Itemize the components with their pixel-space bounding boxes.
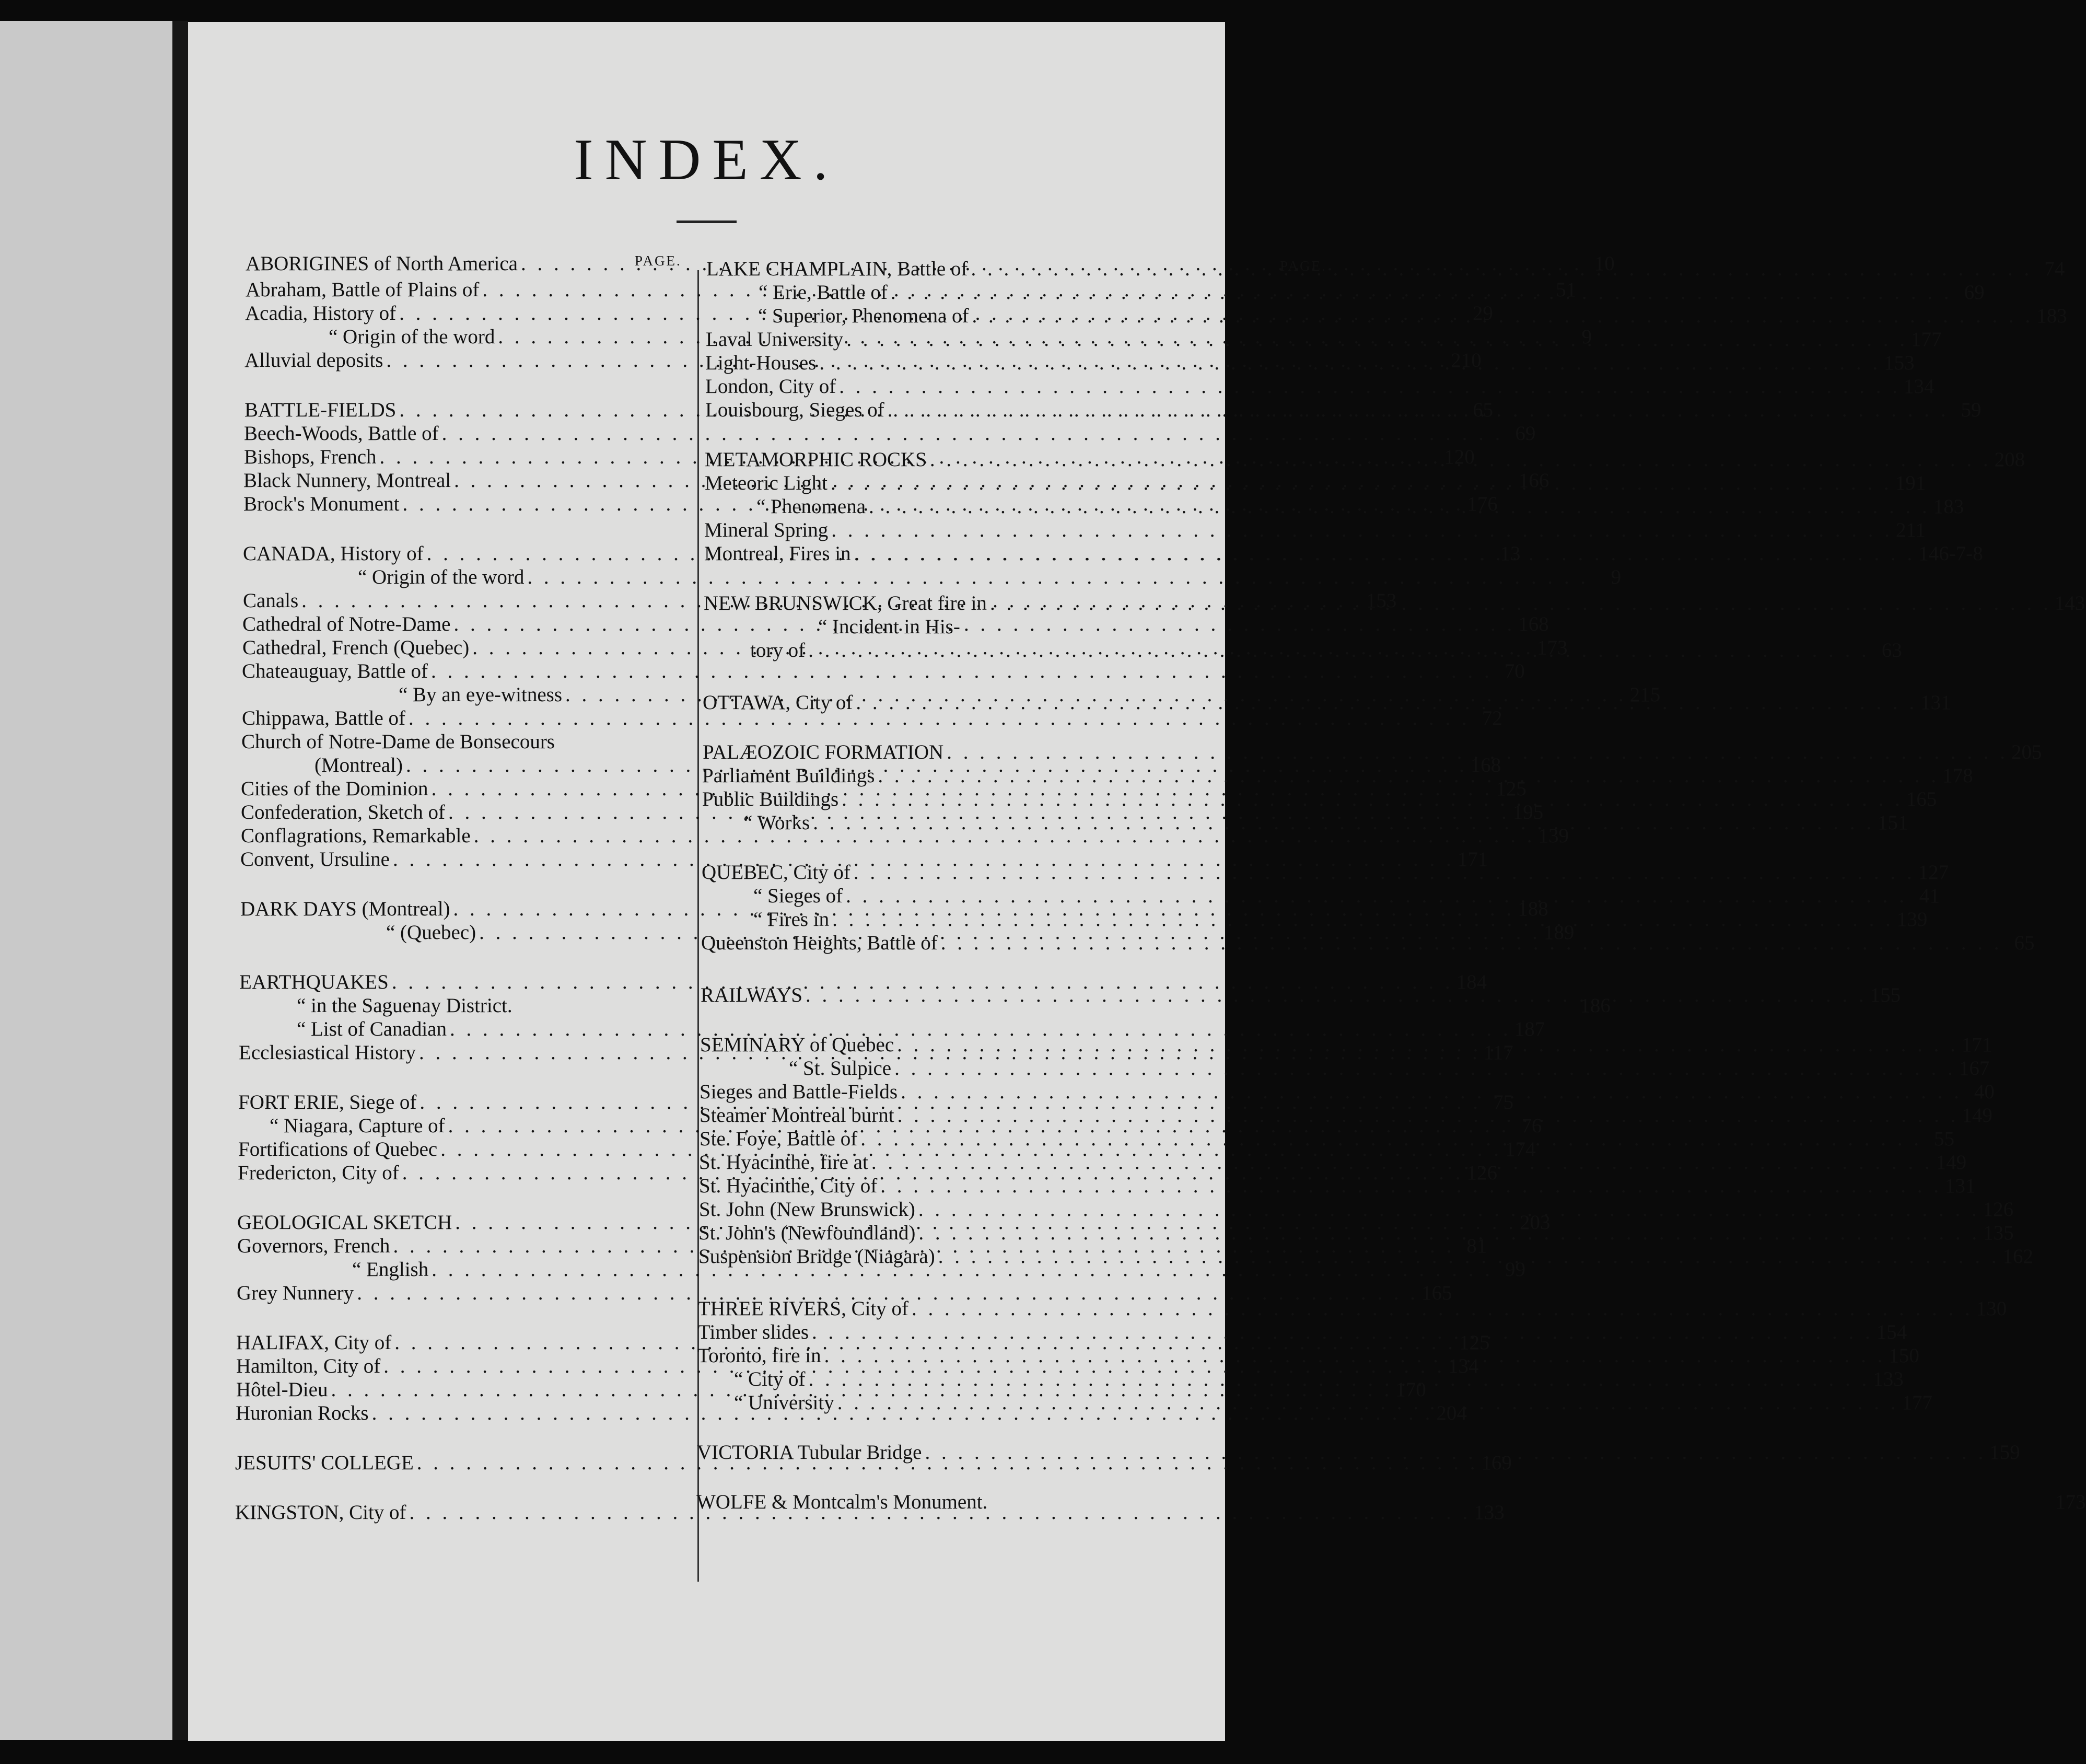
- dot-leader: [897, 1033, 1959, 1057]
- entry-page-number: 126: [1466, 1162, 1497, 1184]
- entry-page-number: 131: [1920, 691, 1951, 714]
- entry-text: Governors, French: [237, 1235, 390, 1257]
- entry-text: Public Buildings: [702, 788, 839, 810]
- entry-page-number: 178: [1942, 764, 1973, 787]
- entry-text: Suspension Bridge (Niagara): [698, 1245, 935, 1268]
- entry-text: Canals: [243, 589, 299, 612]
- binding-spine: [172, 21, 188, 1740]
- entry-page-number: 195: [1512, 801, 1544, 823]
- entry-text: BATTLE-FIELDS: [244, 399, 397, 421]
- entry-text: “ Incident in His-: [818, 616, 960, 638]
- entry-page-number: 149: [1936, 1151, 1967, 1174]
- entry-text: Sieges and Battle-Fields: [700, 1081, 898, 1103]
- dot-leader: [912, 1297, 1973, 1321]
- dot-leader: [831, 471, 1892, 495]
- entry-page-number: 205: [2011, 741, 2042, 763]
- entry-page-number: 150: [1889, 1344, 1919, 1367]
- dot-leader: [891, 281, 1952, 305]
- dot-leader: [527, 565, 1589, 589]
- entry-text: tory of: [750, 639, 806, 662]
- entry-text: Bishops, French: [244, 446, 377, 468]
- dot-leader: [854, 542, 1916, 566]
- entry-text: CANADA, History of: [243, 542, 424, 565]
- entry-page-number: 204: [1436, 1402, 1467, 1424]
- entry-page-number: 10: [1594, 252, 1615, 275]
- left-entry: [244, 421, 1536, 446]
- entry-text: “ By an eye-witness: [399, 683, 562, 706]
- entry-page-number: 99: [1505, 1258, 1525, 1281]
- page-column-header: PAGE.: [1280, 258, 1327, 274]
- entry-page-number: 40: [1974, 1081, 1995, 1103]
- entry-text: Queenston Heights, Battle of: [701, 932, 938, 954]
- dot-leader: [880, 1174, 1942, 1198]
- right-entry: [698, 1296, 2007, 1321]
- entry-text: “ Superior, Phenomena of: [758, 305, 969, 327]
- entry-text: Fredericton, City of: [238, 1162, 399, 1184]
- entry-text: Ste. Foye, Battle of: [700, 1128, 858, 1150]
- entry-page-number: 187: [1514, 1018, 1545, 1040]
- entry-text: Abraham, Battle of Plains of: [246, 278, 480, 301]
- entry-text: “ Niagara, Capture of: [270, 1115, 445, 1137]
- right-entry: [699, 1197, 2014, 1222]
- dot-leader: [837, 1391, 1899, 1415]
- dot-leader: [846, 884, 1907, 908]
- entry-text: Cities of the Dominion: [241, 777, 428, 800]
- dot-leader: [806, 983, 1867, 1007]
- entry-text: METAMORPHIC ROCKS: [705, 448, 927, 471]
- entry-page-number: 131: [1944, 1175, 1976, 1197]
- entry-page-number: 176: [1467, 493, 1498, 515]
- dot-leader: [894, 1057, 1956, 1081]
- left-entry: [241, 823, 1569, 848]
- dot-leader: [918, 1221, 1980, 1245]
- entry-text: Brock's Monument: [243, 493, 400, 515]
- entry-page-number: 130: [1976, 1297, 2007, 1320]
- entry-page-number: 183: [1933, 495, 1964, 518]
- dot-leader: [941, 931, 2002, 955]
- entry-page-number: 134: [1904, 375, 1934, 398]
- entry-text: DARK DAYS (Montreal): [240, 898, 450, 920]
- entry-text: “ English: [352, 1258, 429, 1281]
- entry-page-number: 183: [2036, 305, 2067, 327]
- entry-text: Toronto, fire in: [697, 1344, 821, 1367]
- entry-text: Hôtel-Dieu: [236, 1378, 328, 1401]
- entry-page-number: 210: [1451, 349, 1482, 372]
- entry-text: Steamer Montreal burnt: [700, 1104, 894, 1127]
- entry-text: Hamilton, City of: [236, 1355, 381, 1377]
- entry-text: “ Fires in: [753, 908, 830, 931]
- entry-text: (Montreal): [314, 754, 403, 776]
- left-entry: [237, 1280, 1452, 1305]
- left-entry: [241, 729, 675, 754]
- entry-text: “ Origin of the word: [358, 566, 525, 588]
- entry-page-number: 139: [1896, 908, 1928, 931]
- entry-page-number: 173: [1536, 636, 1568, 659]
- entry-text: St. John's (Newfoundland): [698, 1222, 916, 1244]
- entry-text: “ Erie, Battle of: [759, 281, 888, 304]
- dot-leader: [938, 1245, 2000, 1269]
- right-entry: [705, 374, 1934, 399]
- entry-page-number: 81: [1466, 1235, 1487, 1257]
- entry-text: SEMINARY of Quebec: [700, 1034, 894, 1056]
- entry-text: ABORIGINES of North America: [246, 252, 518, 275]
- entry-page-number: 75: [1493, 1091, 1514, 1113]
- entry-text: Huronian Rocks: [236, 1402, 369, 1424]
- entry-text: NEW BRUNSWICK, Great fire in: [704, 592, 987, 614]
- entry-page-number: 170: [1395, 1378, 1426, 1401]
- entry-text: Church of Notre-Dame de Bonsecours: [241, 730, 555, 753]
- entry-page-number: 125: [1459, 1331, 1490, 1354]
- entry-text: “ in the Saguenay District.: [297, 994, 512, 1017]
- entry-page-number: 208: [1994, 448, 2025, 471]
- entry-text: QUEBEC, City of: [702, 861, 850, 884]
- dot-leader: [832, 908, 1894, 932]
- entry-text: Chateauguay, Battle of: [242, 660, 428, 682]
- dot-leader: [442, 422, 1504, 446]
- entry-text: “ (Quebec): [386, 921, 476, 944]
- right-entry: [818, 614, 1149, 639]
- entry-text: Confederation, Sketch of: [241, 801, 445, 823]
- index-page: [188, 22, 2086, 1741]
- dot-leader: [431, 659, 1493, 683]
- entry-page-number: 168: [1470, 754, 1501, 776]
- left-entry: [242, 705, 1502, 730]
- entry-text: JESUITS' COLLEGE: [235, 1452, 414, 1474]
- entry-page-number: 151: [1877, 811, 1908, 834]
- entry-text: Mineral Spring: [704, 519, 829, 541]
- entry-text: Acadia, History of: [245, 302, 397, 324]
- entry-page-number: 191: [1895, 472, 1926, 494]
- page-title: INDEX.: [574, 127, 840, 192]
- entry-page-number: 134: [1448, 1355, 1479, 1377]
- entry-text: Ecclesiastical History: [239, 1041, 416, 1064]
- dot-leader: [846, 328, 1908, 352]
- adjacent-page-edge: [0, 21, 172, 1740]
- entry-page-number: 186: [1580, 994, 1611, 1017]
- entry-text: Grey Nunnery: [237, 1282, 354, 1304]
- entry-text: St. Hyacinthe, City of: [699, 1175, 878, 1197]
- entry-page-number: 127: [1918, 861, 1949, 884]
- entry-page-number: 51: [1556, 278, 1577, 301]
- dot-leader: [856, 691, 1917, 715]
- dot-leader: [812, 1320, 1873, 1344]
- entry-text: “ List of Canadian: [297, 1018, 447, 1040]
- dot-leader: [839, 375, 1901, 399]
- entry-text: FORT ERIE, Siege of: [238, 1091, 417, 1113]
- entry-page-number: 65: [2014, 932, 2035, 954]
- entry-text: Black Nunnery, Montreal: [243, 469, 451, 492]
- left-entry: [297, 1016, 1545, 1041]
- dot-leader: [824, 1344, 1886, 1368]
- entry-page-number: 165: [1906, 788, 1937, 810]
- entry-page-number: 177: [1902, 1391, 1932, 1414]
- entry-text: St. John (New Brunswick): [699, 1198, 915, 1221]
- entry-page-number: 153: [1884, 352, 1915, 374]
- entry-page-number: 120: [1444, 446, 1475, 468]
- entry-page-number: 117: [1483, 1041, 1513, 1064]
- entry-page-number: 211: [1895, 519, 1926, 541]
- right-entry: [703, 739, 2042, 764]
- entry-page-number: 133: [1873, 1368, 1904, 1390]
- entry-text: “ Origin of the word: [329, 326, 495, 348]
- entry-text: “ Works: [743, 811, 810, 834]
- entry-text: Cathedral of Notre-Dame: [242, 613, 451, 635]
- right-entry: [706, 327, 1942, 352]
- entry-text: St. Hyacinthe, fire at: [699, 1151, 868, 1174]
- entry-page-number: 154: [1876, 1321, 1907, 1343]
- entry-page-number: 171: [1457, 848, 1488, 871]
- entry-page-number: 63: [1881, 639, 1902, 662]
- entry-page-number: 155: [1870, 984, 1901, 1006]
- entry-page-number: 135: [1983, 1222, 2014, 1244]
- entry-page-number: 143: [2054, 592, 2085, 614]
- entry-page-number: 133: [1474, 1501, 1505, 1524]
- left-entry: [358, 564, 1622, 589]
- entry-page-number: 125: [1496, 777, 1526, 800]
- entry-text: VICTORIA Tubular Bridge: [697, 1441, 922, 1464]
- entry-text: “ University: [734, 1391, 834, 1414]
- entry-text: Conflagrations, Remarkable: [241, 825, 471, 847]
- entry-page-number: 149: [1962, 1104, 1992, 1127]
- entry-page-number: 174: [1505, 1138, 1536, 1160]
- dot-leader: [947, 740, 2008, 764]
- entry-text: OTTAWA, City of: [703, 691, 853, 714]
- entry-page-number: 184: [1456, 971, 1487, 993]
- entry-page-number: 169: [1481, 1452, 1512, 1474]
- entry-text: Parliament Buildings: [702, 764, 875, 787]
- title-rule: [677, 220, 737, 223]
- dot-leader: [898, 1104, 1959, 1128]
- entry-text: RAILWAYS: [701, 984, 803, 1006]
- entry-text: Timber slides: [698, 1321, 809, 1343]
- left-entry: [239, 969, 1487, 994]
- entry-text: London, City of: [705, 375, 836, 398]
- dot-leader: [888, 398, 1949, 422]
- entry-page-number: 41: [1919, 885, 1940, 907]
- entry-text: “ Sieges of: [753, 885, 843, 907]
- right-entry: [753, 883, 1940, 908]
- entry-page-number: 171: [1961, 1034, 1992, 1056]
- entry-page-number: 167: [1959, 1057, 1990, 1080]
- entry-page-number: 69: [1515, 422, 1536, 445]
- entry-page-number: 76: [1521, 1115, 1542, 1137]
- left-entry: [352, 1257, 1525, 1282]
- dot-leader: [819, 351, 1881, 375]
- dot-leader: [842, 787, 1903, 811]
- dot-leader: [972, 304, 2034, 328]
- entry-text: Alluvial deposits: [244, 349, 383, 372]
- entry-page-number: 215: [1629, 683, 1661, 706]
- entry-page-number: 165: [1421, 1282, 1452, 1304]
- entry-page-number: 9: [1581, 326, 1592, 348]
- entry-text: PALÆOZOIC FORMATION: [703, 741, 944, 763]
- dot-leader: [878, 764, 1939, 788]
- entry-page-number: 159: [1989, 1441, 2020, 1464]
- entry-text: KINGSTON, City of: [235, 1501, 406, 1524]
- entry-page-number: 139: [1538, 825, 1569, 847]
- entry-text: Meteoric Light: [705, 472, 828, 494]
- dot-leader: [854, 861, 1915, 885]
- dot-leader: [808, 1367, 1870, 1391]
- entry-text: Convent, Ursuline: [240, 848, 390, 871]
- right-entry: [704, 517, 1926, 542]
- entry-text: “ City of: [734, 1368, 806, 1390]
- left-entry: [240, 846, 1488, 872]
- entry-text: HALIFAX, City of: [236, 1331, 392, 1354]
- entry-text: WOLFE & Montcalm's Monument.: [696, 1491, 988, 1513]
- entry-page-number: 177: [1910, 328, 1942, 351]
- entry-text: THREE RIVERS, City of: [698, 1297, 909, 1320]
- entry-page-number: 173: [2055, 1491, 2086, 1513]
- dot-leader: [831, 518, 1893, 542]
- entry-page-number: 65: [1473, 399, 1494, 421]
- entry-page-number: 153: [1366, 589, 1397, 612]
- dot-leader: [808, 639, 1870, 663]
- entry-text: Cathedral, French (Quebec): [242, 636, 470, 659]
- right-entry: [702, 860, 1949, 885]
- entry-page-number: 189: [1543, 921, 1575, 944]
- entry-page-number: 55: [1933, 1128, 1954, 1150]
- entry-text: LAKE CHAMPLAIN, Battle of: [706, 258, 968, 280]
- entry-page-number: 162: [2002, 1245, 2033, 1268]
- page-column-header: PAGE.: [635, 253, 682, 269]
- entry-page-number: 29: [1472, 302, 1493, 324]
- entry-page-number: 166: [1518, 469, 1549, 492]
- entry-page-number: 72: [1482, 707, 1502, 729]
- entry-page-number: 69: [1964, 281, 1985, 304]
- dot-leader: [813, 811, 1874, 835]
- dot-leader: [871, 1151, 1933, 1175]
- entry-text: Beech-Woods, Battle of: [244, 422, 439, 445]
- entry-text: Chippawa, Battle of: [242, 707, 406, 729]
- entry-page-number: 168: [1518, 613, 1549, 635]
- entry-text: EARTHQUAKES: [239, 971, 389, 993]
- entry-page-number: 146-7-8: [1918, 542, 1983, 565]
- dot-leader: [925, 1441, 1987, 1465]
- entry-text: “ St. Sulpice: [789, 1057, 892, 1080]
- entry-page-number: 9: [1611, 566, 1622, 588]
- entry-text: Fortifications of Quebec: [238, 1138, 438, 1160]
- left-entry: [242, 658, 1525, 683]
- entry-page-number: 203: [1520, 1211, 1551, 1234]
- entry-page-number: 13: [1500, 542, 1521, 565]
- dot-leader: [930, 448, 1991, 472]
- dot-leader: [918, 1198, 1980, 1222]
- entry-text: Laval University: [706, 328, 844, 351]
- entry-page-number: 70: [1504, 660, 1525, 682]
- entry-page-number: 59: [1961, 399, 1982, 421]
- dot-leader: [990, 591, 2052, 616]
- entry-page-number: 126: [1983, 1198, 2014, 1221]
- entry-page-number: 188: [1518, 898, 1548, 920]
- entry-text: Louisbourg, Sieges of: [705, 399, 884, 421]
- entry-text: Montreal, Fires in: [704, 542, 851, 565]
- entry-page-number: 74: [2044, 258, 2065, 280]
- dot-leader: [860, 1127, 1922, 1151]
- dot-leader: [971, 257, 2032, 281]
- dot-leader: [869, 495, 1930, 519]
- entry-text: “ Phenomena: [756, 495, 866, 518]
- entry-text: Light-Houses: [705, 352, 817, 374]
- right-entry: [789, 1055, 1990, 1081]
- entry-text: GEOLOGICAL SKETCH: [237, 1211, 452, 1234]
- dot-leader: [901, 1080, 1962, 1104]
